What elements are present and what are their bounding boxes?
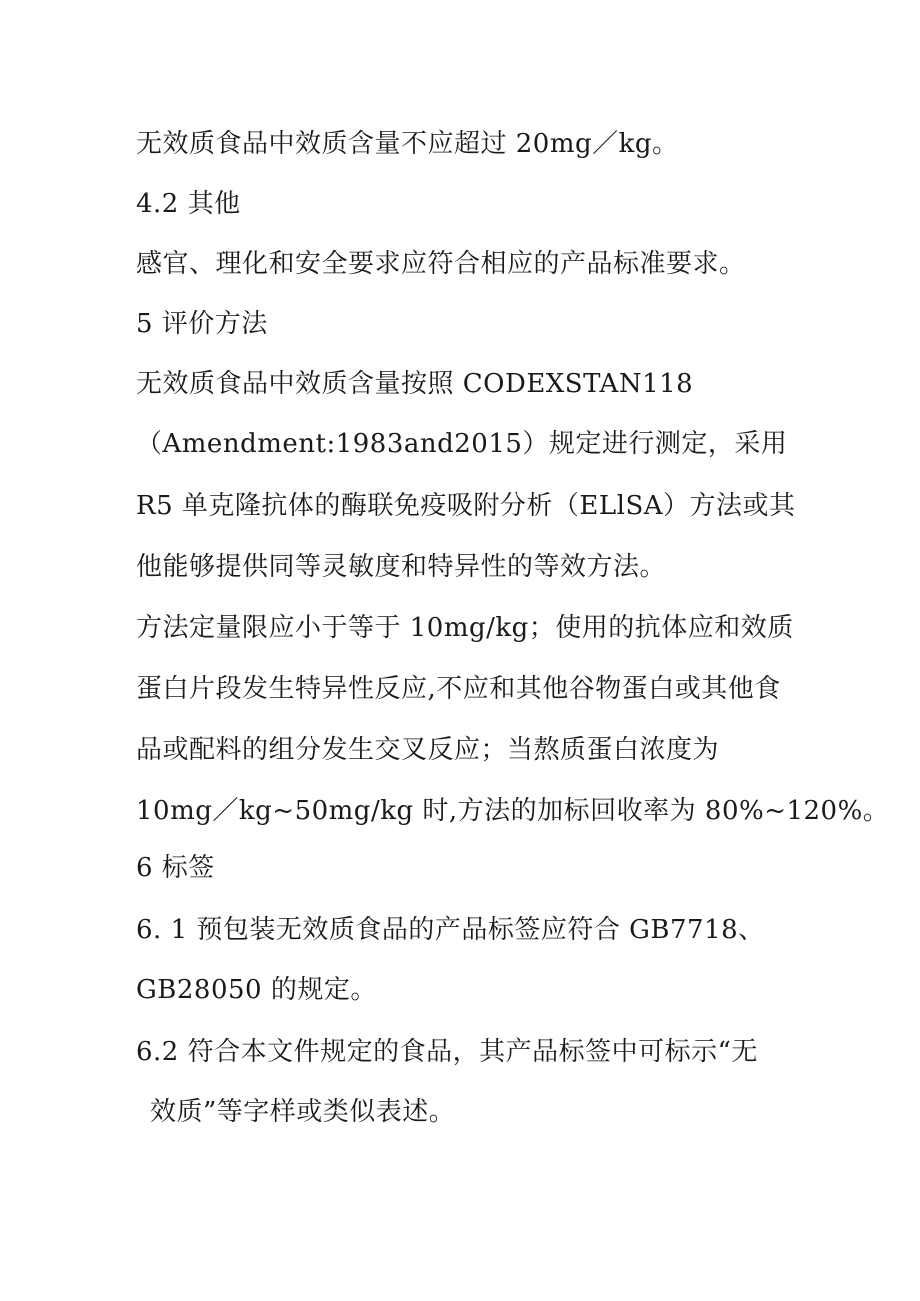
paragraph-gluten-limit: 无效质食品中效质含量不应超过 20mg／kg。 — [136, 129, 679, 159]
paragraph-other-requirements: 感官、理化和安全要求应符合相应的产品标准要求。 — [136, 249, 746, 279]
paragraph-label-6-2-line-1: 6.2 符合本文件规定的食品，其产品标签中可标示“无 — [136, 1037, 758, 1067]
paragraph-method-line-4: 他能够提供同等灵敏度和特异性的等效方法。 — [136, 552, 667, 582]
paragraph-quantitation-line-3: 品或配料的组分发生交叉反应；当熬质蛋白浓度为 — [136, 735, 720, 765]
paragraph-label-6-2-line-2: 效质”等字样或类似表述。 — [150, 1097, 456, 1127]
section-heading-4-2: 4.2 其他 — [136, 189, 241, 219]
section-heading-6: 6 标签 — [136, 853, 215, 883]
paragraph-quantitation-line-2: 蛋白片段发生特异性反应,不应和其他谷物蛋白或其他食 — [136, 674, 781, 704]
paragraph-method-line-1: 无效质食品中效质含量按照 CODEXSTAN118 — [136, 369, 694, 399]
paragraph-quantitation-line-1: 方法定量限应小于等于 10mg/kg；使用的抗体应和效质 — [136, 613, 794, 643]
paragraph-label-6-1-line-1: 6. 1 预包装无效质食品的产品标签应符合 GB7718、 — [136, 915, 765, 945]
paragraph-quantitation-line-4: 10mg／kg~50mg/kg 时,方法的加标回收率为 80%~120%。 — [136, 796, 890, 826]
paragraph-label-6-1-line-2: GB28050 的规定。 — [136, 975, 377, 1005]
paragraph-method-line-3: R5 单克隆抗体的酶联免疫吸附分析（ELlSA）方法或其 — [136, 491, 796, 521]
section-heading-5: 5 评价方法 — [136, 309, 268, 339]
paragraph-method-line-2: （Amendment:1983and2015）规定进行测定，采用 — [136, 429, 788, 459]
